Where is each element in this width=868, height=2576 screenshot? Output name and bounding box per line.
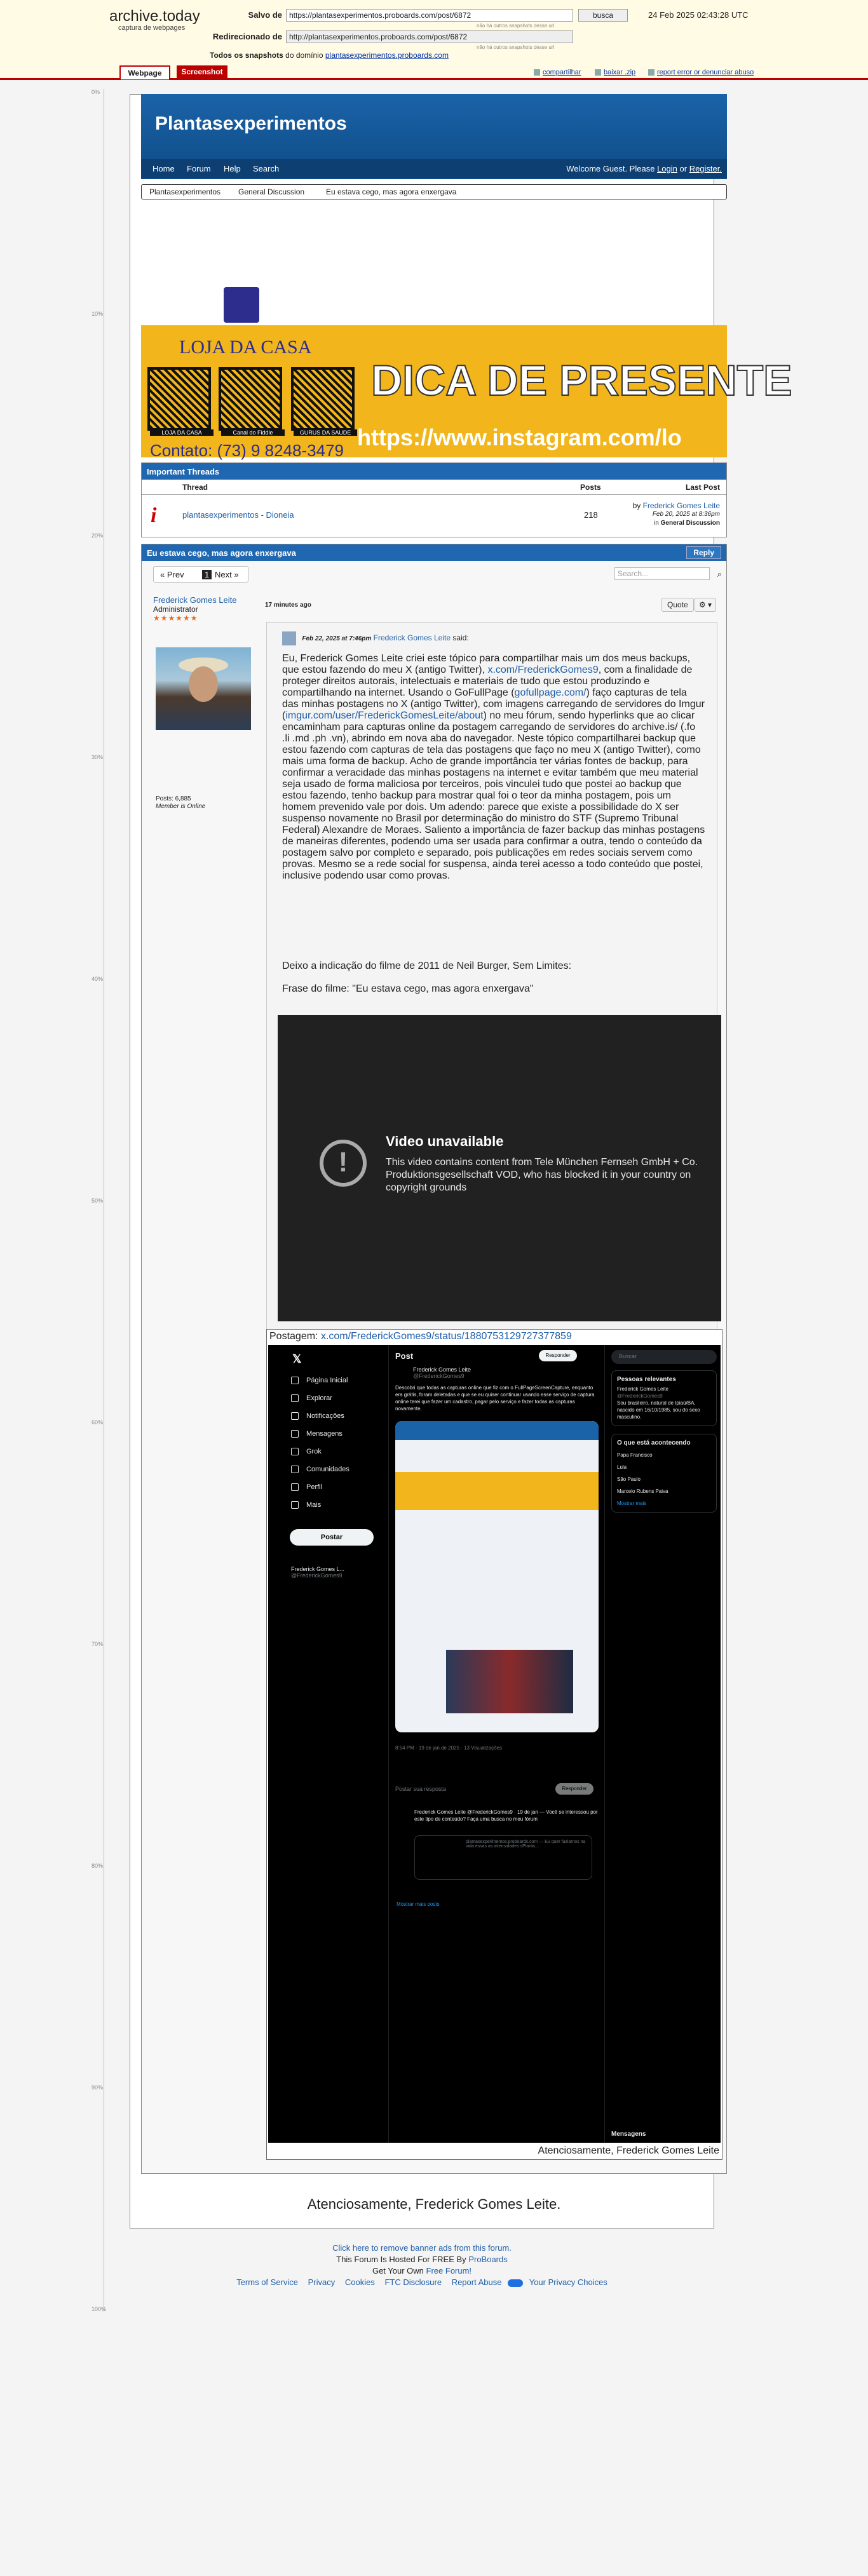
important-threads-header	[142, 480, 726, 495]
qr-code-icon	[219, 367, 282, 431]
x-post-header: Post	[395, 1351, 414, 1361]
thread-title: Eu estava cego, mas agora enxergava	[147, 548, 296, 558]
body-paragraph-2: Deixo a indicação do filme de 2011 de Neil Burger, Sem Limites:	[282, 961, 572, 971]
x-nav-more-label: Mais	[306, 1501, 322, 1509]
x-reply-text: Frederick Gomes Leite @FrederickGomes9 · 19 de jan — Você se interessou por este tipo de conteúdo? Faça uma busca no meu fórum	[414, 1809, 598, 1822]
quote-said: said:	[452, 633, 469, 643]
x-relevant-people	[611, 1370, 717, 1426]
search-icon	[291, 1394, 299, 1402]
x-nav-home-label: Página Inicial	[306, 1377, 348, 1384]
welcome-text	[566, 164, 722, 173]
report-label: report error or denunciar abuso	[657, 69, 754, 76]
x-image-ad	[395, 1472, 599, 1510]
shopping-cart-icon	[224, 287, 259, 323]
ruler-tick: 60%	[92, 1419, 104, 1426]
x-nav-grok-label: Grok	[306, 1448, 322, 1455]
author-stars: ★★★★★★	[153, 614, 198, 623]
x-post-meta: 8:54 PM · 19 de jan de 2025 · 13 Visualizações	[395, 1745, 502, 1751]
important-threads	[141, 462, 727, 537]
author-online: Member is Online	[156, 803, 206, 810]
quote-date[interactable]: Feb 22, 2025 at 7:46pm	[302, 635, 372, 643]
x-reply-top-button: Responder	[539, 1350, 577, 1361]
x-nav-communities-label: Comunidades	[306, 1466, 349, 1473]
ad-headline: DICA DE PRESENTE	[371, 356, 792, 405]
x-relevant-handle: @FrederickGomes9	[617, 1393, 663, 1399]
qr-label-1: LOJA DA CASA	[150, 429, 214, 436]
x-screenshot-image[interactable]	[268, 1345, 721, 2143]
nav-forum[interactable]: Forum	[187, 164, 211, 173]
all-snapshots	[210, 51, 449, 60]
welcome-mid: or	[679, 164, 688, 173]
ad-shop-name: LOJA DA CASA	[179, 337, 312, 358]
archive-header	[0, 0, 868, 80]
postagem-caption	[269, 1331, 572, 1342]
x-sidebar	[268, 1345, 389, 2143]
qr-label-3: GURUS DA SAUDE	[294, 429, 357, 436]
reply-button[interactable]: Reply	[686, 546, 721, 559]
x-trend-3: São Paulo	[617, 1476, 641, 1482]
table-row	[142, 496, 726, 537]
thread-title-bar	[142, 544, 726, 561]
privacy-choices-icon	[508, 2279, 523, 2287]
ruler-tick: 80%	[92, 1863, 104, 1869]
more-icon	[291, 1501, 299, 1509]
quote-button[interactable]: Quote	[661, 598, 694, 612]
author-role: Administrator	[153, 605, 198, 614]
nav-home[interactable]: Home	[153, 164, 175, 173]
tab-screenshot[interactable]: Screenshot	[177, 65, 227, 79]
quote-avatar	[282, 631, 296, 645]
x-trends-more: Mostrar mais	[617, 1500, 647, 1506]
mail-icon	[291, 1430, 299, 1438]
last-post-date[interactable]: Feb 20, 2025 at 8:36pm	[652, 511, 720, 518]
ruler-tick: 90%	[92, 2084, 104, 2091]
x-author-handle: @FrederickGomes9	[413, 1373, 465, 1379]
x-nav-more	[291, 1501, 321, 1509]
important-threads-title: Important Threads	[142, 463, 726, 480]
x-nav-profile	[291, 1483, 322, 1491]
ad-contact: Contato: (73) 9 8248-3479	[150, 441, 344, 460]
thread-posts-count: 218	[584, 510, 598, 520]
archive-date: 24 Feb 2025 02:43:28 UTC	[648, 10, 749, 20]
bell-icon	[291, 1412, 299, 1420]
warning-icon: !	[320, 1140, 367, 1187]
x-nav-messages	[291, 1430, 342, 1438]
gofullpage-link[interactable]: gofullpage.com/	[514, 687, 587, 698]
x-account-name: Frederick Gomes L...	[291, 1566, 345, 1572]
all-snapshots-mid: do domínio	[285, 51, 323, 60]
body-text-3: ) faço capturas de tela das minhas postagens no X (antigo Twitter), com imagens carregando de servidores do Imgur (	[282, 687, 705, 721]
x-relevant-name: Frederick Gomes Leite	[617, 1386, 668, 1392]
footer-links	[130, 2277, 714, 2288]
x-reply-input: Postar sua resposta	[395, 1786, 447, 1792]
banner-ad[interactable]	[141, 286, 792, 460]
video-title: Video unavailable	[386, 1133, 504, 1149]
ruler-tick: 50%	[92, 1197, 104, 1204]
search-icon[interactable]: ⌕	[717, 569, 722, 579]
x-nav-notifications	[291, 1412, 344, 1420]
share-icon	[534, 69, 540, 76]
welcome-prefix: Welcome Guest. Please	[566, 164, 655, 173]
x-nav-explore	[291, 1394, 332, 1402]
quote-body	[282, 653, 705, 882]
x-nav-grok	[291, 1448, 322, 1455]
x-nav-communities	[291, 1466, 349, 1473]
last-post-board[interactable]: General Discussion	[660, 520, 720, 527]
cookies-link[interactable]: Cookies	[344, 2277, 375, 2287]
ruler-tick: 70%	[92, 1641, 104, 1647]
pagination	[153, 566, 248, 583]
video-message: This video contains content from Tele München Fernseh GmbH + Co. Produktionsgesellschaft VOD, who has blocked it in your country on copyright grounds	[386, 1157, 698, 1193]
redirected-from-label: Redirecionado de	[212, 32, 282, 41]
saved-from-label: Salvo de	[248, 10, 282, 20]
ruler-tick: 30%	[92, 754, 104, 760]
x-nav-home	[291, 1377, 348, 1384]
x-nav-profile-label: Perfil	[306, 1483, 323, 1491]
privacy-choices-link[interactable]: Your Privacy Choices	[529, 2277, 607, 2287]
report-icon	[648, 69, 654, 76]
ruler-tick: 20%	[92, 532, 104, 539]
author-posts: Posts: 6,885	[156, 795, 191, 802]
post-signature: Atenciosamente, Frederick Gomes Leite.	[307, 2196, 561, 2212]
author-stats	[156, 795, 205, 811]
x-nav-messages-label: Mensagens	[306, 1430, 342, 1438]
download-link[interactable]	[595, 69, 635, 76]
x-profile-link[interactable]: x.com/FrederickGomes9	[487, 664, 599, 675]
download-icon	[595, 69, 601, 76]
x-post-author	[413, 1366, 471, 1379]
x-account-handle: @FrederickGomes9	[291, 1572, 342, 1579]
x-post-button: Postar	[290, 1529, 374, 1546]
no-snapshots-hint: não há outros snapshots desse url	[477, 23, 555, 29]
hosted-prefix: This Forum Is Hosted For FREE By	[336, 2255, 466, 2264]
x-author-name: Frederick Gomes Leite	[413, 1366, 471, 1373]
ruler-tick: 10%	[92, 311, 104, 317]
person-icon	[291, 1483, 299, 1491]
last-in: in	[654, 520, 659, 527]
forum-navbar	[141, 159, 727, 178]
all-snapshots-label: Todos os snapshots	[210, 51, 283, 60]
avatar[interactable]	[156, 647, 251, 730]
ruler-tick: 40%	[92, 976, 104, 982]
thread-search-input[interactable]: Search... ⌕	[614, 567, 710, 580]
x-logo-icon: 𝕏	[292, 1352, 302, 1365]
qr-code-icon	[147, 367, 211, 431]
tab-webpage[interactable]: Webpage	[119, 65, 170, 79]
people-icon	[291, 1466, 299, 1473]
ruler-tick: 100%	[92, 2306, 107, 2312]
thread-panel	[141, 544, 727, 2212]
info-icon: i	[151, 504, 157, 527]
post-options-button[interactable]	[695, 598, 716, 612]
x-relevant-bio: Sou brasileiro, natural de Ipiaú/BA, nascido em 16/10/1985, sou do sexo masculino.	[617, 1400, 700, 1420]
proboards-link[interactable]: ProBoards	[468, 2255, 508, 2264]
ruler-tick: 0%	[92, 89, 100, 95]
x-image-forum-header	[395, 1421, 599, 1440]
last-by: by	[632, 501, 641, 510]
forum-title[interactable]: Plantasexperimentos	[155, 113, 347, 134]
nav-search[interactable]: Search	[253, 164, 280, 173]
postagem-link[interactable]: x.com/FrederickGomes9/status/1880753129727377859	[320, 1331, 572, 1342]
face-shape	[189, 666, 218, 702]
x-post-screenshot	[266, 1329, 722, 2160]
video-embed[interactable]	[278, 1015, 721, 1321]
x-show-more: Mostrar mais posts	[397, 1901, 440, 1907]
ftc-link[interactable]: FTC Disclosure	[384, 2277, 442, 2287]
x-search: Buscar	[611, 1350, 717, 1364]
forum-footer	[130, 2242, 714, 2288]
search-button[interactable]: busca	[578, 9, 628, 22]
ad-url: https://www.instagram.com/lo	[357, 424, 682, 450]
breadcrumb-board[interactable]: General Discussion	[238, 187, 305, 196]
login-link[interactable]: Login	[657, 164, 677, 173]
qr-label-2: Canal do Fiddle	[221, 429, 285, 436]
page-current[interactable]: 1	[202, 570, 212, 579]
terms-link[interactable]: Terms of Service	[236, 2277, 299, 2287]
x-link-card: plantasexperimentos.proboards.com — Eu quer faziamos na vida essas as intensidades sPlanta...	[414, 1835, 592, 1880]
no-snapshots-hint-2: não há outros snapshots desse url	[477, 44, 555, 50]
x-trends	[611, 1434, 717, 1513]
postagem-label: Postagem:	[269, 1331, 318, 1342]
x-right-column	[605, 1345, 721, 2143]
own-prefix: Get Your Own	[372, 2266, 424, 2276]
body-text-4: ) no meu fórum, sendo hyperlinks que ao clicar encaminham para capturas online da postagem carregando de servidores do archive.is/ (.fo .li .md .ph .vn), abrindo em nova aba do navegador. Neste tópico compartilharei backup que estou fazendo com capturas de tela das postagens que faço no meu X (antigo Twitter), como mais uma forma de backup. Acho de grande importância ter várias fontes de backup, para confirmar a veracidade das minhas postagens na internet e evitar também que meu material seja usado de forma maliciosa por terceiros, pois vinculei tudo que postei ao backup que estou fazendo, tenho backup para mostrar qual foi o teor da minha postagem, pois um homem prevenido vale por dois. Um adendo: parece que existe a possibilidade do X ser suspenso novamente no Brasil por determinação do ministro do STF (Supremo Tribunal Federal) Alexandre de Moraes. Saliento a importância de fazer backup das minhas postagens de maneiras diferentes, podendo uma ser usada para confirmar a outra, tendo o conteúdo da postagem salvo por completo e separado, pois publicações em redes sociais servem como provas. Mesmo se a rede social for suspensa, ainda terei acesso a todo conteúdo que postei, inclusive podendo usar como provas.	[282, 710, 705, 881]
x-image-movie-poster	[446, 1650, 573, 1713]
x-main-column	[389, 1345, 605, 2143]
qr-code-icon	[291, 367, 355, 431]
breadcrumb-home[interactable]: Plantasexperimentos	[149, 187, 221, 196]
domain-link[interactable]: plantasexperimentos.proboards.com	[325, 51, 449, 60]
col-thread: Thread	[182, 483, 208, 492]
remove-ads-link[interactable]: Click here to remove banner ads from this forum.	[332, 2243, 512, 2253]
next-page[interactable]: Next »	[215, 570, 239, 579]
col-last-post: Last Post	[685, 483, 720, 492]
important-thread-link[interactable]: plantasexperimentos - Dioneia	[182, 510, 294, 520]
home-icon	[291, 1377, 299, 1384]
x-relevant-title: Pessoas relevantes	[617, 1376, 676, 1383]
x-nav-explore-label: Explorar	[306, 1394, 332, 1402]
quote-user[interactable]: Frederick Gomes Leite	[373, 633, 451, 643]
download-label: baixar .zip	[604, 69, 636, 76]
share-link[interactable]	[534, 69, 581, 76]
grok-icon	[291, 1448, 299, 1455]
report-abuse-link[interactable]: Report Abuse	[451, 2277, 502, 2287]
register-link[interactable]: Register.	[689, 164, 722, 173]
x-post-image	[395, 1421, 599, 1732]
x-trends-title: O que está acontecendo	[617, 1440, 691, 1446]
inner-signature: Atenciosamente, Frederick Gomes Leite	[538, 2145, 719, 2156]
x-trend-1: Papa Francisco	[617, 1452, 653, 1458]
col-posts: Posts	[580, 483, 601, 492]
last-post-user[interactable]: Frederick Gomes Leite	[642, 501, 720, 510]
breadcrumb	[141, 184, 727, 199]
prev-page[interactable]: « Prev	[160, 570, 184, 579]
share-label: compartilhar	[543, 69, 581, 76]
imgur-link[interactable]: imgur.com/user/FrederickGomesLeite/about	[285, 710, 484, 721]
x-reply-button: Responder	[555, 1783, 593, 1795]
archive-logo-subtitle: captura de webpages	[118, 24, 186, 32]
author-name[interactable]: Frederick Gomes Leite	[153, 595, 237, 605]
privacy-link[interactable]: Privacy	[308, 2277, 336, 2287]
last-post-info	[633, 501, 720, 528]
quote-header	[282, 631, 469, 645]
x-trend-2: Lula	[617, 1464, 627, 1470]
x-nav-notifications-label: Notificações	[306, 1412, 344, 1420]
gear-icon: ⚙ ▾	[698, 600, 712, 609]
redirected-from-input[interactable]: http://plantasexperimentos.proboards.com/post/6872	[286, 30, 573, 43]
report-link[interactable]	[648, 69, 754, 76]
x-trend-4: Marcelo Rubens Paiva	[617, 1488, 668, 1494]
breadcrumb-thread[interactable]: Eu estava cego, mas agora enxergava	[326, 187, 457, 196]
saved-from-input[interactable]: https://plantasexperimentos.proboards.com/post/6872	[286, 9, 573, 22]
x-account	[291, 1566, 344, 1579]
free-forum-link[interactable]: Free Forum!	[426, 2266, 472, 2276]
post-time[interactable]: 17 minutes ago	[265, 602, 311, 609]
x-messages-bar: Mensagens	[611, 2131, 646, 2138]
x-post-text: Descobri que todas as capturas online que fiz com o FullPageScreenCapture, enquanto era grátis, foram deletadas e que se eu quiser continuar usando esse serviço de captura online terei que fazer um cadastro, pagar pelo serviço e fazer todas as capturas novamente.	[395, 1385, 595, 1412]
body-paragraph-3: Frase do filme: "Eu estava cego, mas agora enxergava"	[282, 983, 534, 994]
body-text-1: Eu, Frederick Gomes Leite criei este tópico para compartilhar mais um dos meus backups, que estou fazendo do meu X (antigo Twitter),	[282, 653, 691, 675]
nav-help[interactable]: Help	[224, 164, 241, 173]
post-author	[153, 595, 255, 810]
archive-logo[interactable]: archive.today	[109, 8, 200, 25]
body-text-2: , com a finalidade de proteger direitos autorais, intelectuais e materiais de tudo que estou produzindo e compartilhando na internet. Usando o GoFullPage (	[282, 664, 693, 698]
page-ruler	[92, 89, 107, 2312]
